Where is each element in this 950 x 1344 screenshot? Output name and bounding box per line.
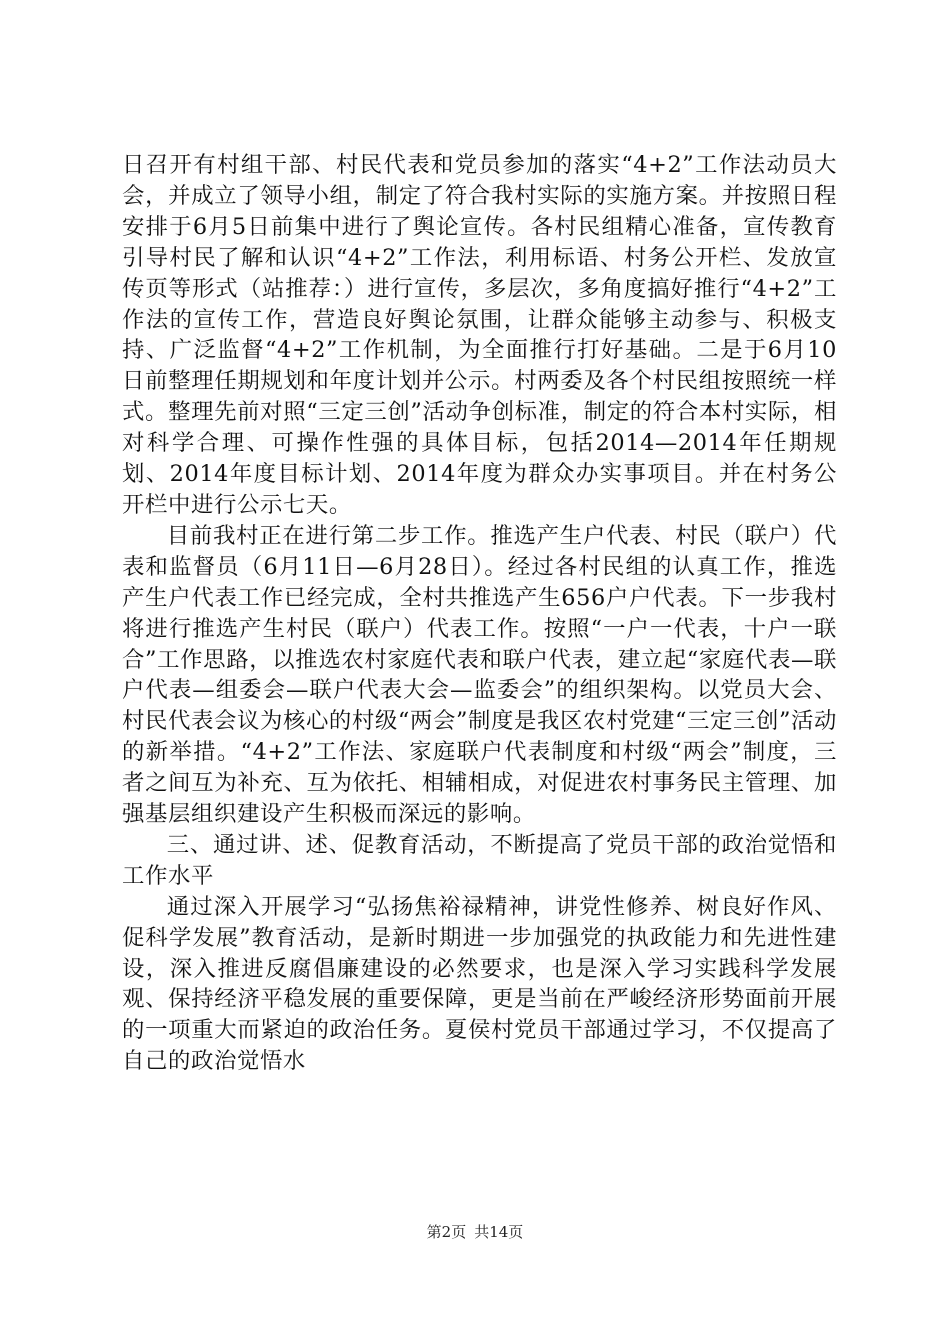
paragraph-2: 目前我村正在进行第二步工作。推选产生户代表、村民（联户）代表和监督员（6月11日—6月28日）。经过各村民组的认真工作，推选产生户代表工作已经完成，全村共推选产生656户户代表。下一步我村将进行推选产生村民（联户）代表工作。按照“一户一代表，十户一联合”工作思路，以推选农村家庭代表和联户代表，建立起“家庭代表—联户代表—组委会—联户代表大会—监委会”的组织架构。以党员大会、村民代表会议为核心的村级“两会”制度是我区农村党建“三定三创”活动的新举措。“4+2”工作法、家庭联户代表制度和村级“两会”制度，三者之间互为补充、互为依托、相辅相成，对促进农村事务民主管理、加强基层组织建设产生积极而深远的影响。 [122, 522, 837, 828]
page-number: 第2页 [426, 1223, 467, 1241]
document-body [122, 150, 837, 1077]
paragraph-1: 日召开有村组干部、村民代表和党员参加的落实“4+2”工作法动员大会，并成立了领导小组，制定了符合我村实际的实施方案。并按照日程安排于6月5日前集中进行了舆论宣传。各村民组精心准备，宣传教育引导村民了解和认识“4+2”工作法，利用标语、村务公开栏、发放宣传页等形式（站推荐：）进行宣传，多层次，多角度搞好推行“4+2”工作法的宣传工作，营造良好舆论氛围，让群众能够主动参与、积极支持、广泛监督“4+2”工作机制，为全面推行打好基础。二是于6月10日前整理任期规划和年度计划并公示。村两委及各个村民组按照统一样式。整理先前对照“三定三创”活动争创标准，制定的符合本村实际，相对科学合理、可操作性强的具体目标，包括2014—2014年任期规划、2014年度目标计划、2014年度为群众办实事项目。并在村务公开栏中进行公示七天。 [122, 152, 837, 518]
page-footer [0, 1222, 950, 1242]
page-total: 共14页 [474, 1223, 524, 1241]
paragraph-4: 通过深入开展学习“弘扬焦裕禄精神，讲党性修养、树良好作风、促科学发展”教育活动，是新时期进一步加强党的执政能力和先进性建设，深入推进反腐倡廉建设的必然要求，也是深入学习实践科学发展观、保持经济平稳发展的重要保障，更是当前在严峻经济形势面前开展的一项重大而紧迫的政治任务。夏侯村党员干部通过学习，不仅提高了自己的政治觉悟水 [122, 893, 837, 1075]
section-heading-3: 三、通过讲、述、促教育活动，不断提高了党员干部的政治觉悟和工作水平 [122, 831, 837, 889]
